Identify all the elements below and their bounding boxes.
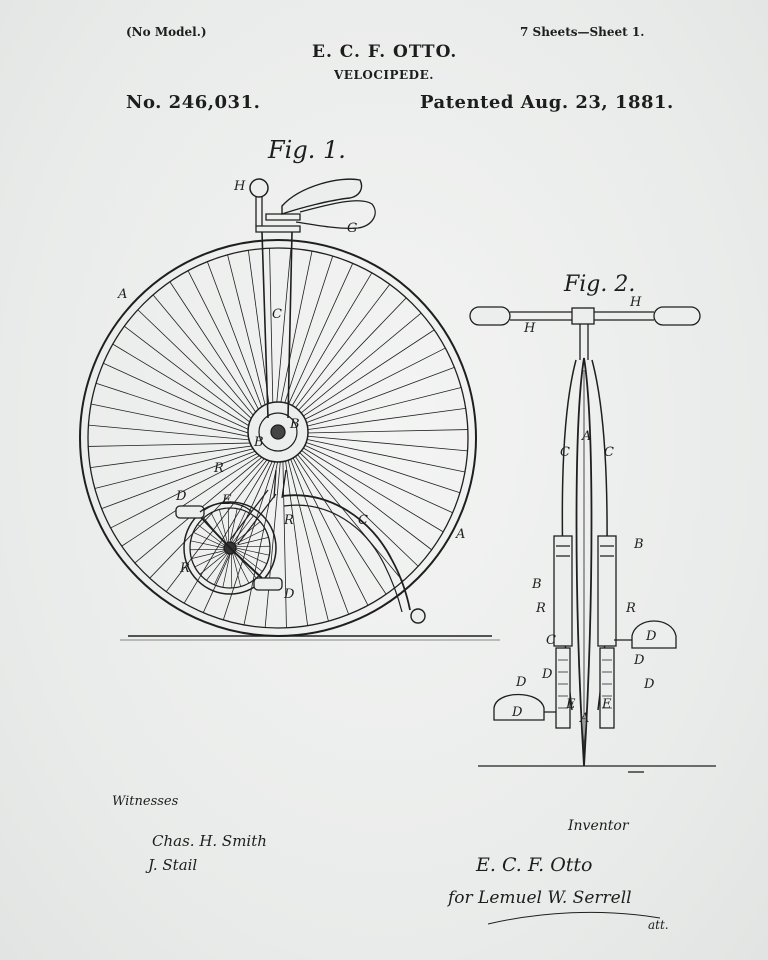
invention-title: VELOCIPEDE. bbox=[334, 68, 434, 82]
fig1-drawing bbox=[80, 179, 500, 640]
svg-text:A: A bbox=[582, 429, 592, 444]
witnesses-label: Witnesses bbox=[112, 794, 179, 809]
svg-text:E: E bbox=[222, 493, 232, 508]
patent-number: No. 246,031. bbox=[126, 92, 261, 113]
svg-text:H: H bbox=[630, 295, 642, 310]
witness-signature-1: Chas. H. Smith bbox=[152, 832, 267, 850]
inventor-name: E. C. F. OTTO. bbox=[312, 42, 458, 62]
svg-text:A: A bbox=[580, 711, 590, 726]
svg-text:H: H bbox=[524, 321, 536, 336]
svg-text:B: B bbox=[290, 417, 300, 432]
svg-text:D: D bbox=[176, 489, 187, 504]
svg-text:D: D bbox=[516, 675, 527, 690]
svg-text:C: C bbox=[560, 445, 570, 460]
svg-text:C: C bbox=[546, 633, 556, 648]
svg-text:H: H bbox=[234, 179, 246, 194]
svg-text:D: D bbox=[512, 705, 523, 720]
inventor-label: Inventor bbox=[568, 818, 629, 834]
inventor-signature: E. C. F. Otto bbox=[476, 854, 593, 876]
attorney-signature: for Lemuel W. Serrell bbox=[448, 888, 632, 908]
witness-signature-2: J. Stail bbox=[148, 856, 198, 874]
no-model-note: (No Model.) bbox=[126, 25, 207, 39]
svg-text:D: D bbox=[646, 629, 657, 644]
svg-text:D: D bbox=[284, 587, 295, 602]
svg-text:A: A bbox=[118, 287, 128, 302]
fig2-label: Fig. 2. bbox=[564, 272, 636, 297]
svg-text:D: D bbox=[542, 667, 553, 682]
svg-text:R: R bbox=[284, 513, 294, 528]
fig2-drawing bbox=[470, 307, 716, 772]
svg-text:D: D bbox=[634, 653, 645, 668]
svg-text:C: C bbox=[272, 307, 282, 322]
svg-text:B: B bbox=[532, 577, 542, 592]
fig1-label: Fig. 1. bbox=[268, 136, 346, 164]
svg-text:C: C bbox=[604, 445, 614, 460]
svg-text:E: E bbox=[566, 697, 576, 712]
svg-text:R: R bbox=[180, 561, 190, 576]
svg-text:R: R bbox=[536, 601, 546, 616]
patent-date: Patented Aug. 23, 1881. bbox=[420, 92, 674, 113]
svg-text:E: E bbox=[602, 697, 612, 712]
svg-text:B: B bbox=[254, 435, 264, 450]
sheet-count: 7 Sheets—Sheet 1. bbox=[520, 25, 645, 39]
svg-text:D: D bbox=[644, 677, 655, 692]
svg-text:G: G bbox=[347, 221, 358, 236]
svg-text:A: A bbox=[456, 527, 466, 542]
svg-text:R: R bbox=[214, 461, 224, 476]
attorney-suffix: att. bbox=[648, 918, 669, 932]
svg-text:R: R bbox=[626, 601, 636, 616]
svg-text:B: B bbox=[634, 537, 644, 552]
svg-text:C: C bbox=[358, 513, 368, 528]
reference-letters bbox=[117, 179, 657, 726]
